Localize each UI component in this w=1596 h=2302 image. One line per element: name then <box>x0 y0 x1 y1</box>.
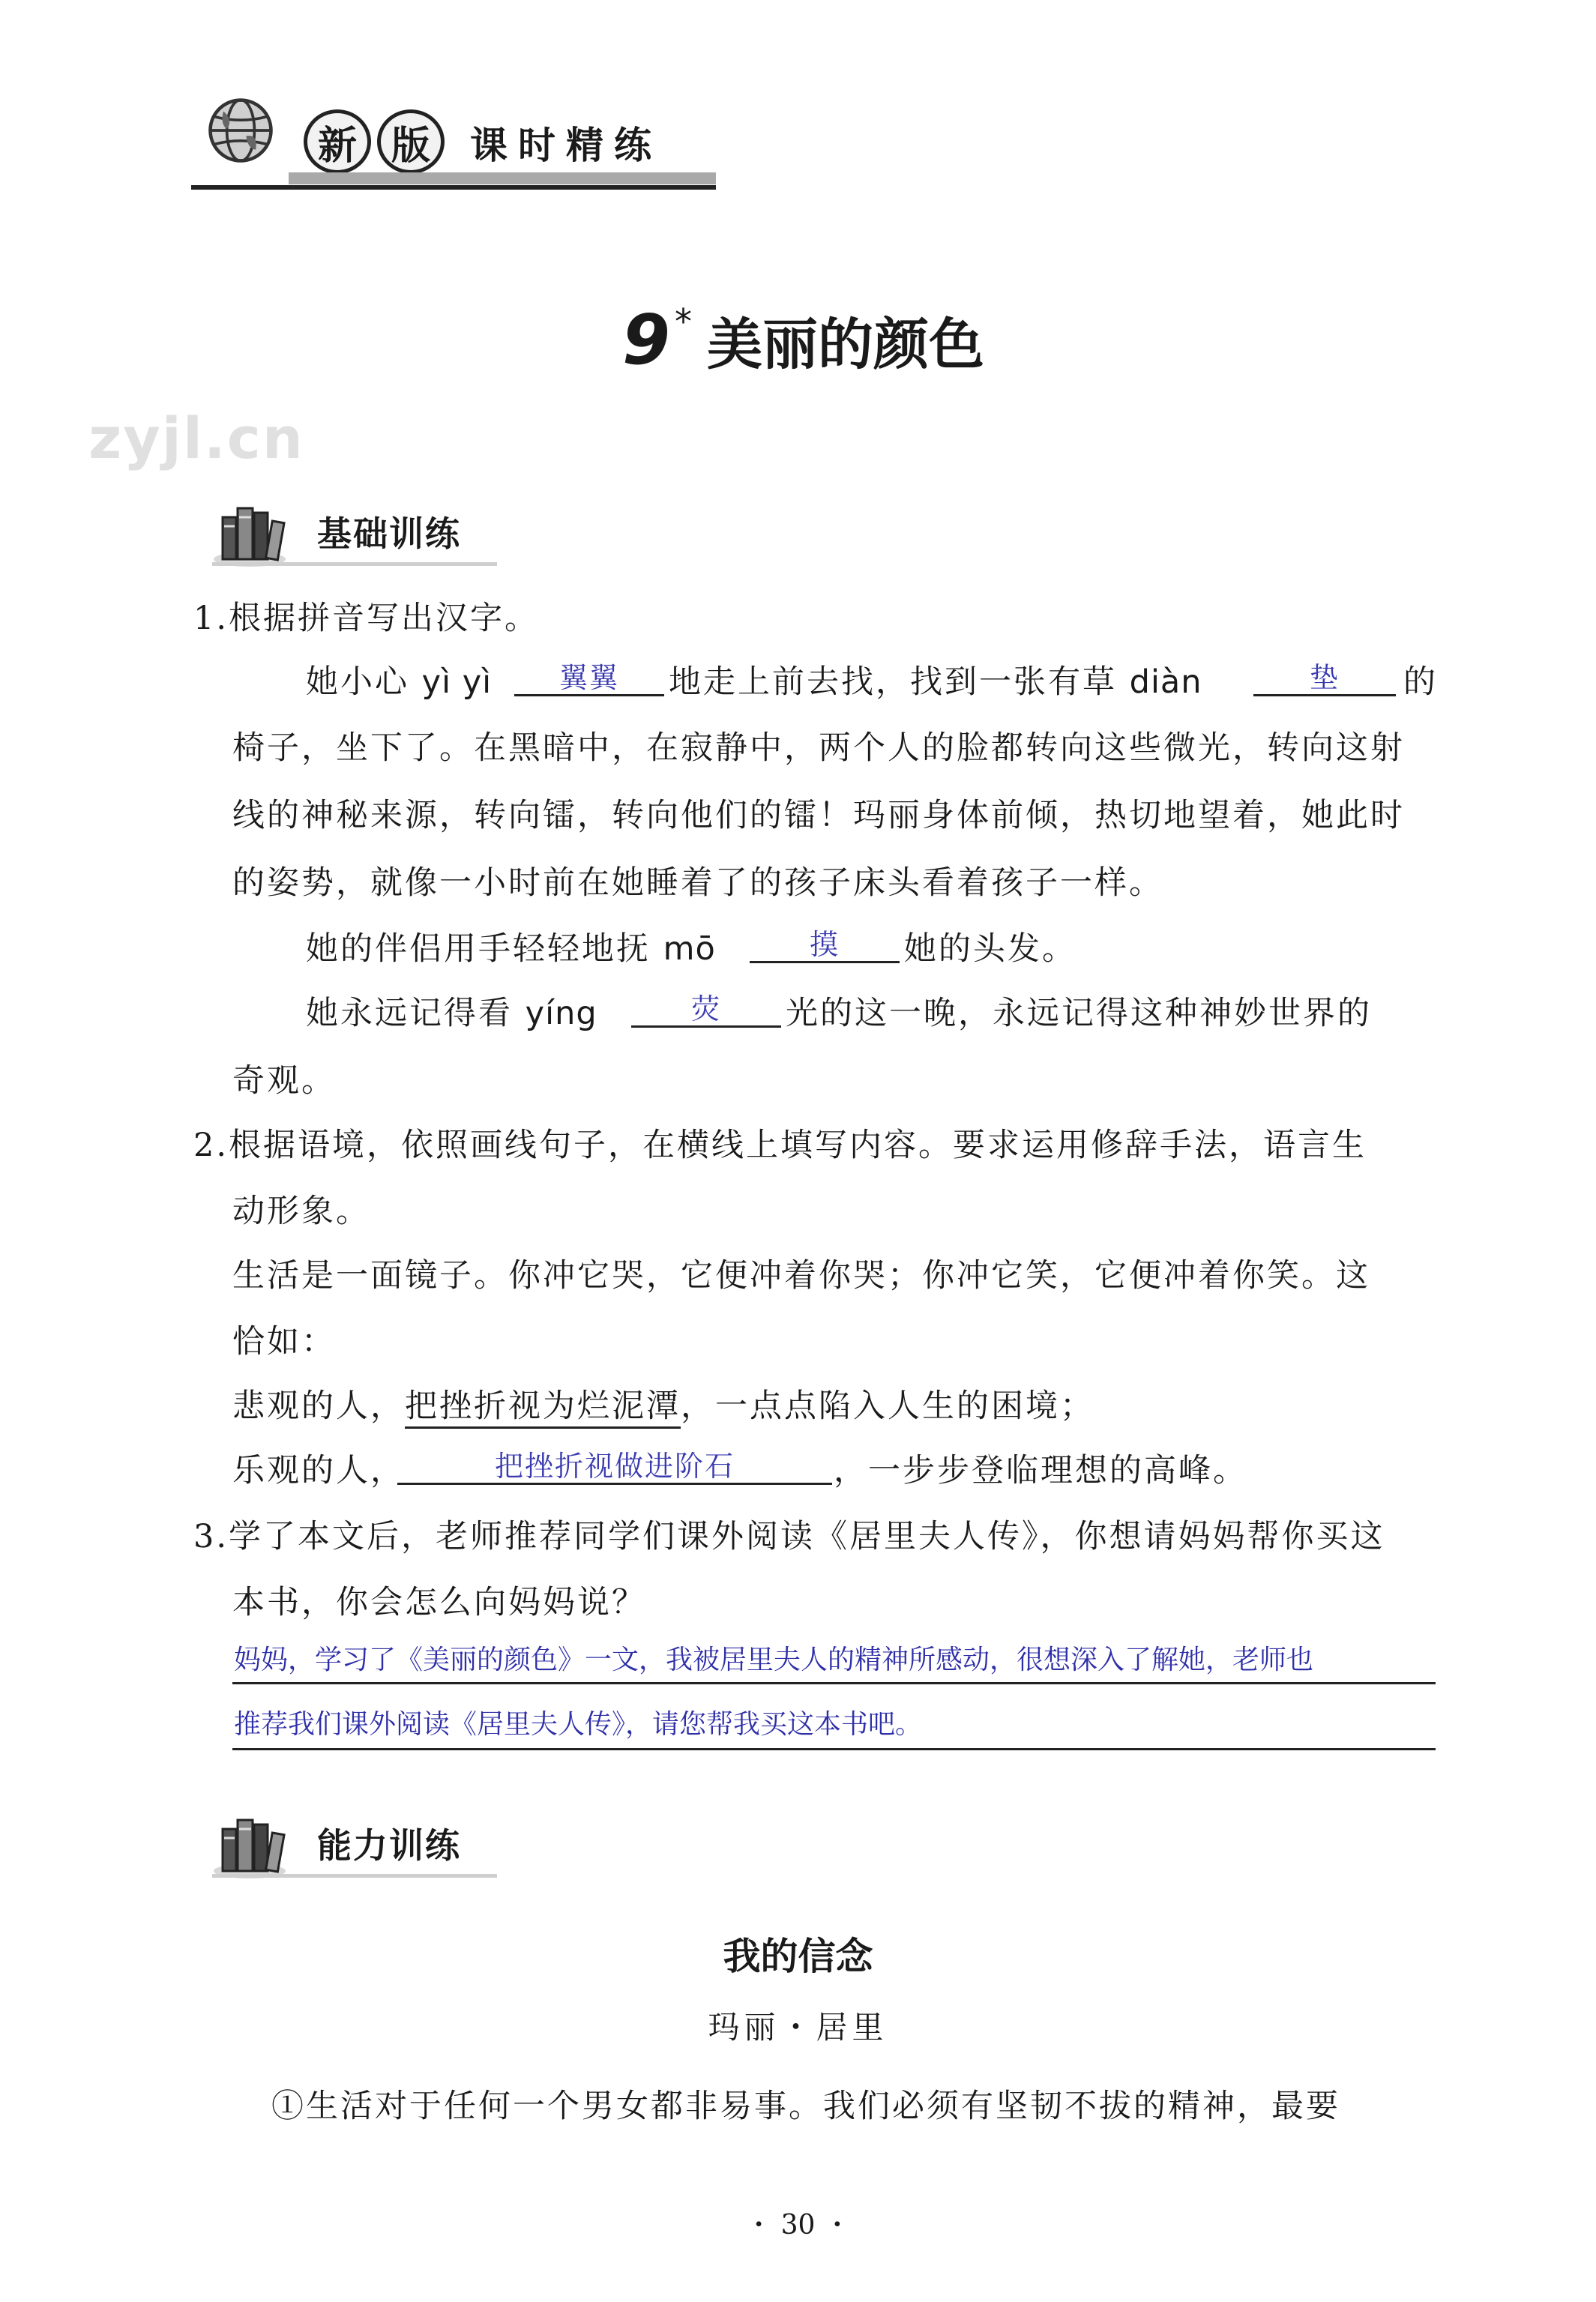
books-icon <box>212 1807 295 1881</box>
section-underline <box>212 562 497 566</box>
section-title: 基础训练 <box>317 513 461 554</box>
q2-prompt: 2.根据语境，依照画线句子，在横线上填写内容。要求运用修辞手法，语言生 <box>193 1127 1367 1164</box>
text-run: 她小心 <box>306 663 422 701</box>
q1-line5 <box>306 926 716 971</box>
q2-example: 生活是一面镜子。你冲它哭，它便冲着你哭；你冲它笑，它便冲着你笑。这 <box>232 1257 1370 1295</box>
q1-line7: 奇观。 <box>232 1062 336 1100</box>
answer-blank: 翼翼 <box>514 661 664 696</box>
q3-prompt-cont: 本书，你会怎么向妈妈说？ <box>232 1584 646 1621</box>
q1-line3: 线的神秘来源，转向镭，转向他们的镭！玛丽身体前倾，热切地望着，她此时 <box>232 797 1405 834</box>
pinyin: yíng <box>525 995 597 1032</box>
section-heading-basic <box>212 495 527 570</box>
q1-line1 <box>306 660 492 705</box>
underlined-phrase: 把挫折视为烂泥潭 <box>405 1387 681 1429</box>
q1-line2: 椅子，坐下了。在黑暗中，在寂静中，两个人的脸都转向这些微光，转向这射 <box>232 729 1405 767</box>
header-badge-edition: 版 <box>377 109 445 174</box>
q1-prompt: 1.根据拼音写出汉字。 <box>193 600 540 637</box>
q1-line1-cont <box>669 660 1202 705</box>
answer-rule <box>232 1682 1436 1684</box>
header-badge-new: 新 <box>304 109 371 174</box>
text-run: 她永远记得看 <box>306 995 526 1032</box>
answer-blank: 把挫折视做进阶石 <box>397 1450 832 1485</box>
text-run: 她的头发。 <box>904 930 1076 968</box>
q3-answer-line1: 妈妈，学习了《美丽的颜色》一文，我被居里夫人的精神所感动，很想深入了解她，老师也 <box>234 1645 1314 1675</box>
pinyin: yì yì <box>421 663 493 701</box>
q1-line4: 的姿势，就像一小时前在她睡着了的孩子床头看着孩子一样。 <box>232 864 1163 902</box>
q1-line6 <box>306 991 597 1036</box>
globe-icon <box>206 96 275 165</box>
text-run: 光的这一晚，永远记得这种神妙世界的 <box>786 995 1372 1032</box>
lesson-number: 9 <box>622 300 671 380</box>
q2-prompt-cont: 动形象。 <box>232 1193 370 1230</box>
pinyin: mō <box>663 930 716 968</box>
lesson-name: 美丽的颜色 <box>707 313 985 377</box>
q3-answer-line2: 推荐我们课外阅读《居里夫人传》，请您帮我买这本书吧。 <box>234 1709 923 1740</box>
section-heading-ability <box>212 1807 527 1881</box>
q2-sentence1 <box>232 1384 1094 1429</box>
books-icon <box>212 495 295 570</box>
section-title: 能力训练 <box>317 1825 461 1866</box>
q3-prompt: 3.学了本文后，老师推荐同学们课外阅读《居里夫人传》，你想请妈妈帮你买这 <box>193 1518 1385 1555</box>
text-run: ，一点点陷入人生的困境； <box>681 1387 1094 1425</box>
pinyin: diàn <box>1129 663 1202 701</box>
header-subtitle: 课时精练 <box>470 124 662 167</box>
q2-sentence2-start: 乐观的人， <box>232 1452 405 1489</box>
page-header <box>191 75 716 195</box>
text-run: 地走上前去找，找到一张有草 <box>669 663 1130 701</box>
text-run: 的 <box>1403 663 1438 701</box>
text-run: 她的伴侣用手轻轻地抚 <box>306 930 663 968</box>
header-rule-gray <box>289 172 716 184</box>
text-run: 悲观的人， <box>232 1387 405 1425</box>
answer-blank: 荧 <box>631 992 781 1028</box>
lesson-optional-mark: * <box>675 301 693 342</box>
passage-title: 我的信念 <box>723 1935 873 1978</box>
passage-paragraph-1: ①生活对于任何一个男女都非易事。我们必须有坚韧不拔的精神，最要 <box>271 2088 1340 2125</box>
page-number: ・ 30 ・ <box>745 2210 851 2241</box>
answer-rule <box>232 1748 1436 1750</box>
watermark: zyjl.cn <box>88 405 304 471</box>
q2-sentence2-end: ，一步步登临理想的高峰。 <box>834 1452 1247 1489</box>
q2-example-cont: 恰如： <box>232 1323 336 1361</box>
passage-author: 玛丽・居里 <box>708 2009 888 2046</box>
answer-blank: 摸 <box>750 928 900 963</box>
header-rule-dark <box>191 185 716 190</box>
answer-blank: 垫 <box>1253 661 1396 696</box>
section-underline <box>212 1874 497 1878</box>
lesson-title <box>622 300 984 380</box>
